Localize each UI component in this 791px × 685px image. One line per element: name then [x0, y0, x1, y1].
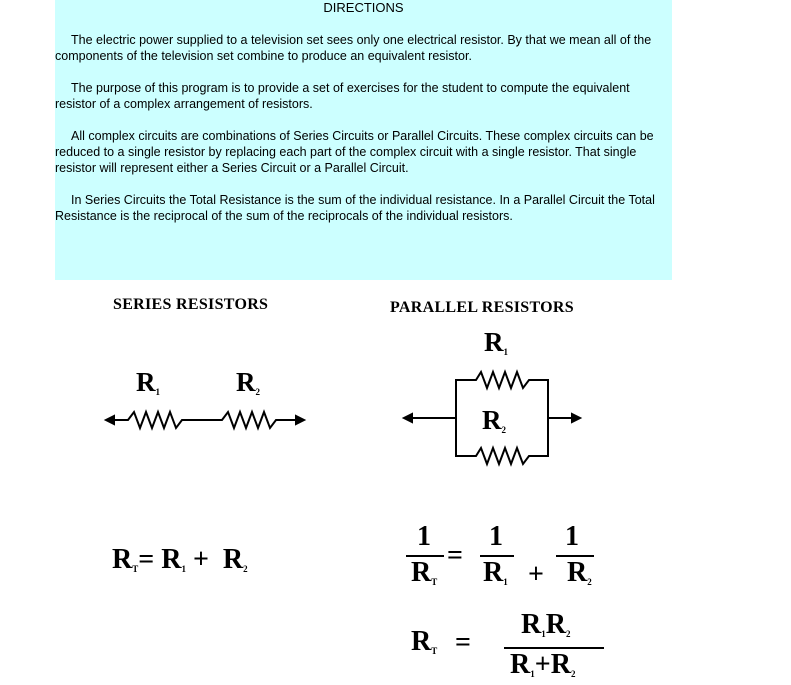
reciprocal-equals: = [447, 540, 463, 571]
one-over-r1-denominator: $R_1$ [483, 557, 508, 588]
directions-title: DIRECTIONS [323, 0, 404, 15]
parallel-r2-label: $R_2$ [482, 405, 506, 435]
product-denominator: $R_1+R_2$ [510, 649, 576, 680]
product-rt: $R_T$ [411, 626, 438, 657]
series-r2-label: $R_2$ [236, 367, 260, 397]
series-formula: $R_T= R_1 + R_2$ [112, 544, 248, 575]
series-heading: SERIES RESISTORS [113, 296, 269, 313]
one-over-r2-denominator: $R_2$ [567, 557, 592, 588]
parallel-heading: PARALLEL RESISTORS [390, 299, 574, 316]
one-over-rt-denominator: $R_T$ [411, 557, 438, 588]
product-equals: = [455, 627, 471, 658]
reciprocal-plus: + [528, 559, 544, 590]
product-numerator: $R_1R_2$ [521, 609, 571, 640]
one-over-rt-numerator: 1 [417, 521, 431, 552]
directions-paragraph-3: All complex circuits are combinations of Series Circuits or Parallel Circuits. These complex circuits can be reduced to a single resistor by replacing each part of the complex circuit with a single resistor. That single resistor will represent either a Series Circuit or a Parallel Circuit. [55, 129, 654, 175]
one-over-r1-numerator: 1 [489, 521, 503, 552]
parallel-left-arrow [404, 414, 412, 422]
series-circuit [106, 412, 304, 428]
parallel-r1-label: $R_1$ [484, 327, 508, 357]
parallel-right-arrow [572, 414, 580, 422]
directions-paragraph-2: The purpose of this program is to provide a set of exercises for the student to compute the equivalent resistor of a complex arrangement of resistors. [55, 81, 630, 111]
series-r1-label: $R_1$ [136, 367, 160, 397]
series-right-arrow [296, 416, 304, 424]
series-left-arrow [106, 416, 114, 424]
one-over-r2-numerator: 1 [565, 521, 579, 552]
directions-paragraph-4: In Series Circuits the Total Resistance is the sum of the individual resistance. In a Parallel Circuit the Total Resistance is the reciprocal of the sum of the reciprocals of the individual resistors. [55, 193, 655, 223]
directions-paragraph-1: The electric power supplied to a television set sees only one electrical resistor. By that we mean all of the components of the television set combine to produce an equivalent resistor. [55, 33, 652, 63]
series-wire-and-resistors [110, 412, 298, 428]
